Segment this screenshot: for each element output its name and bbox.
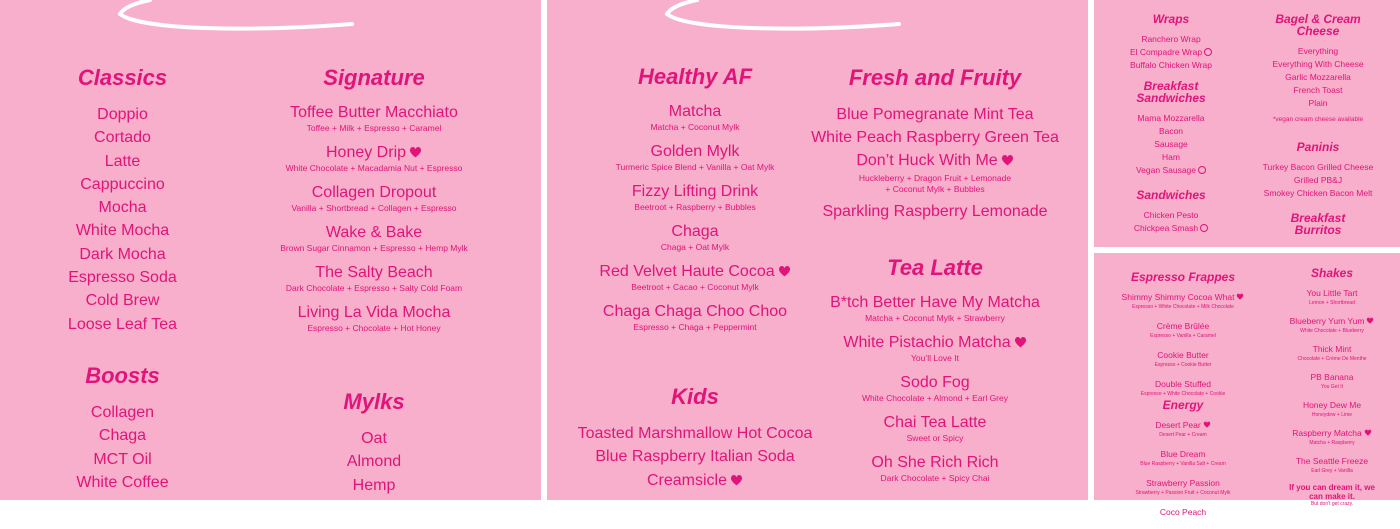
- menu-item-name: Cookie Butter: [1157, 350, 1209, 360]
- menu-item-desc: Vanilla + Shortbread + Collagen + Espresso: [291, 203, 457, 213]
- menu-item: Latte: [104, 152, 141, 170]
- menu-entry: [245, 103, 503, 133]
- menu-item-desc: Espresso + White Chocolate + Milk Chocolate: [1132, 304, 1234, 310]
- frappes-heading: Espresso Frappes: [1130, 270, 1236, 284]
- menu-entry: [245, 223, 503, 253]
- menu-item-name: Don’t Huck With Me: [799, 149, 1071, 172]
- boosts-heading: Boosts: [85, 363, 160, 388]
- menu-item: MCT Oil: [93, 450, 152, 468]
- burritos-section: [1246, 212, 1390, 236]
- tagline-small: But don't get crazy.: [1310, 501, 1354, 507]
- energy-section: [1100, 399, 1266, 529]
- menu-item-name: Shimmy Shimmy Cocoa What: [1100, 291, 1266, 304]
- menu-item-desc: White Chocolate + Blueberry: [1300, 328, 1364, 334]
- menu-entry: [799, 373, 1071, 403]
- menu-item: Oat: [361, 430, 387, 447]
- menu-item: Ranchero Wrap: [1141, 34, 1201, 44]
- menu-item-name: Thick Mint: [1312, 344, 1352, 354]
- menu-item: Collagen: [90, 404, 155, 421]
- menu-item: Bacon: [1158, 126, 1184, 136]
- menu-item-desc: Honeydew + Lime: [1311, 412, 1353, 418]
- bagel-section: [1246, 13, 1390, 124]
- tagline: If you can dream it, we: [1289, 483, 1375, 492]
- menu-item: Everything With Cheese: [1272, 59, 1364, 69]
- menu-item-desc: Matcha + Coconut Mylk + Strawberry: [865, 313, 1005, 323]
- menu-item-desc: Espresso + Chocolate + Hot Honey: [307, 323, 441, 333]
- menu-item-desc: Huckleberry + Dragon Fruit + Lemonade: [858, 173, 1012, 183]
- mylks-section: [290, 389, 458, 497]
- heart-icon: [730, 474, 743, 486]
- menu-item-name: Fizzy Lifting Drink: [631, 183, 759, 200]
- menu-item: White Coffee: [76, 473, 169, 491]
- menu-item-desc: Chaga + Oat Mylk: [660, 242, 730, 252]
- menu-item: Toasted Marshmallow Hot Cocoa: [577, 425, 813, 442]
- burritos-heading: Burritos: [1294, 223, 1342, 237]
- sandwiches-section: [1104, 189, 1238, 235]
- menu-item: Cappuccino: [80, 175, 165, 193]
- menu-item: Buffalo Chicken Wrap: [1130, 60, 1212, 70]
- menu-entry: [567, 222, 823, 252]
- menu-item-name: Chaga: [671, 223, 719, 240]
- menu-entry: [1270, 343, 1394, 362]
- menu-item-desc: You’ll Love It: [911, 353, 959, 363]
- menu-item-desc: Beetroot + Cacao + Coconut Mylk: [631, 282, 759, 292]
- menu-item: Garlic Mozzarella: [1285, 72, 1351, 82]
- menu-item-desc: You Get It: [1320, 384, 1344, 390]
- menu-item-name: White Peach Raspberry Green Tea: [811, 129, 1059, 146]
- menu-item: Chaga: [98, 427, 147, 445]
- bagel-heading: Cheese: [1296, 24, 1340, 38]
- menu-item-desc: + Coconut Mylk + Bubbles: [885, 184, 985, 194]
- menu-item-desc: Brown Sugar Cinnamon + Espresso + Hemp Mylk: [280, 243, 468, 253]
- menu-item-name: Chai Tea Latte: [883, 414, 987, 431]
- menu-entry: [799, 293, 1071, 323]
- menu-entry: [1100, 349, 1266, 368]
- menu-entry: [245, 303, 503, 333]
- energy-heading: Energy: [1162, 398, 1204, 412]
- menu-item-name: Desert Pear: [1100, 419, 1266, 432]
- menu-item-desc: Espresso + Cookie Butter: [1154, 362, 1212, 368]
- menu-item-desc: Espresso + Chaga + Peppermint: [633, 322, 757, 332]
- menu-item: Dark Mocha: [79, 245, 166, 263]
- menu-item-name: Matcha: [668, 103, 722, 120]
- menu-entry: [1100, 419, 1266, 438]
- menu-item: Chicken Pesto: [1143, 210, 1199, 220]
- menu-item-name: Raspberry Matcha: [1270, 427, 1394, 440]
- menu-item: El Compadre Wrap: [1104, 46, 1238, 59]
- breakfast-sandwiches-heading: Breakfast: [1143, 79, 1199, 93]
- menu-item: Everything: [1297, 46, 1339, 56]
- menu-item: French Toast: [1293, 85, 1343, 95]
- menu-item-desc: Matcha + Raspberry: [1309, 440, 1355, 446]
- menu-item: Loose Leaf Tea: [67, 315, 178, 333]
- kids-heading: Kids: [671, 384, 719, 409]
- menu-item: Cortado: [94, 129, 151, 147]
- menu-item-name: Blue Dream: [1160, 449, 1206, 459]
- kids-section: [557, 384, 833, 492]
- menu-entry: [1100, 477, 1266, 496]
- menu-item-name: Golden Mylk: [650, 143, 740, 160]
- menu-item-name: Coco Peach: [1159, 507, 1207, 517]
- paninis-heading: Paninis: [1296, 140, 1340, 154]
- menu-item-name: Double Stuffed: [1154, 379, 1212, 389]
- menu-entry: [1100, 291, 1266, 310]
- menu-item-desc: Strawberry + Passion Fruit + Coconut Mylk: [1135, 490, 1231, 496]
- classics-heading: Classics: [77, 65, 168, 90]
- menu-entry: [1270, 399, 1394, 418]
- menu-panel-specialty: [547, 0, 1088, 500]
- menu-item: Espresso Soda: [68, 269, 177, 287]
- menu-panel-food: [1094, 0, 1400, 247]
- menu-item-desc: Lemon + Shortbread: [1309, 300, 1355, 306]
- menu-item-desc: Dark Chocolate + Spicy Chai: [880, 473, 990, 483]
- menu-item-name: Wake & Bake: [325, 224, 423, 241]
- heart-icon: [1014, 336, 1027, 348]
- fresh-section: [799, 65, 1071, 223]
- menu-item-name: Red Velvet Haute Cocoa: [567, 262, 823, 281]
- menu-entry: [245, 183, 503, 213]
- menu-item: Plain: [1308, 98, 1328, 108]
- paninis-section: [1246, 141, 1390, 200]
- swirl-decoration: [547, 0, 1088, 40]
- menu-item-name: B*tch Better Have My Matcha: [830, 294, 1040, 311]
- menu-entry: [567, 182, 823, 212]
- menu-entry: [1270, 455, 1394, 474]
- menu-item-name: Toffee Butter Macchiato: [290, 104, 458, 121]
- menu-item-name: The Salty Beach: [315, 264, 433, 281]
- menu-item: Vegan Sausage: [1104, 164, 1238, 177]
- menu-item: Chickpea Smash: [1104, 222, 1238, 235]
- menu-item-name: The Seattle Freeze: [1295, 456, 1369, 466]
- signature-section: [245, 65, 503, 343]
- fresh-heading: Fresh and Fruity: [848, 65, 1022, 90]
- menu-item-name: White Pistachio Matcha: [799, 333, 1071, 352]
- shakes-heading: Shakes: [1310, 266, 1354, 280]
- menu-entry: [245, 263, 503, 293]
- menu-item-name: Blueberry Yum Yum: [1270, 315, 1394, 328]
- heart-icon: [409, 146, 422, 158]
- menu-item-name: Living La Vida Mocha: [297, 304, 451, 321]
- heart-icon: [1366, 317, 1374, 324]
- menu-item-desc: Desert Pear + Cream: [1159, 432, 1207, 438]
- menu-item-desc: White Chocolate + Almond + Earl Grey: [862, 393, 1008, 403]
- menu-entry: [245, 143, 503, 173]
- breakfast-sandwiches-section: [1104, 80, 1238, 177]
- vegan-icon: [1204, 48, 1212, 56]
- heart-icon: [1364, 429, 1372, 436]
- menu-entry: [1100, 448, 1266, 467]
- menu-item: Cold Brew: [85, 292, 160, 310]
- menu-entry: [1100, 506, 1266, 519]
- tea-latte-section: [799, 255, 1071, 493]
- menu-item: Mocha: [98, 199, 147, 217]
- menu-item: Mama Mozzarella: [1137, 113, 1205, 123]
- heart-icon: [1001, 154, 1014, 166]
- menu-item-name: Crème Brûlée: [1156, 321, 1210, 331]
- menu-item-desc: Sweet or Spicy: [906, 433, 964, 443]
- burritos-heading: Breakfast: [1290, 211, 1346, 225]
- menu-entry: [799, 413, 1071, 443]
- menu-item: Grilled PB&J: [1293, 175, 1343, 185]
- menu-item-desc: Turmeric Spice Blend + Vanilla + Oat Mylk: [615, 162, 775, 172]
- menu-item: Blue Raspberry Italian Soda: [595, 448, 795, 466]
- menu-item-desc: Dark Chocolate + Espresso + Salty Cold Foam: [285, 283, 463, 293]
- menu-item: Ham: [1162, 152, 1180, 162]
- menu-entry: [1270, 371, 1394, 390]
- frappes-section: [1100, 271, 1266, 407]
- menu-item-name: Oh She Rich Rich: [871, 454, 999, 471]
- mylks-heading: Mylks: [343, 389, 405, 414]
- menu-item: Turkey Bacon Grilled Cheese: [1262, 162, 1374, 172]
- menu-item: Smokey Chicken Bacon Melt: [1263, 188, 1373, 198]
- menu-entry: [1100, 378, 1266, 397]
- menu-item: Creamsicle: [557, 469, 833, 492]
- menu-panel-frappes: [1094, 253, 1400, 517]
- heart-icon: [1236, 293, 1244, 300]
- menu-item-desc: Blue Raspberry + Vanilla Salt + Cream: [1140, 461, 1226, 467]
- vegan-icon: [1200, 224, 1208, 232]
- menu-item-desc: Beetroot + Raspberry + Bubbles: [634, 202, 756, 212]
- menu-entry: [567, 102, 823, 132]
- vegan-icon: [1198, 166, 1206, 174]
- menu-item-desc: Espresso + Vanilla + Caramel: [1150, 333, 1216, 339]
- menu-item-desc: White Chocolate + Macadamia Nut + Espresso: [285, 163, 463, 173]
- wraps-heading: Wraps: [1152, 12, 1190, 26]
- menu-item: Hemp: [352, 476, 396, 494]
- menu-item: Doppio: [97, 106, 148, 123]
- healthy-section: [567, 64, 823, 342]
- shakes-section: [1270, 267, 1394, 508]
- breakfast-sandwiches-heading: Sandwiches: [1136, 91, 1206, 105]
- menu-item: White Mocha: [75, 222, 170, 240]
- heart-icon: [778, 265, 791, 277]
- heart-icon: [1203, 421, 1211, 428]
- menu-item-desc: Toffee + Milk + Espresso + Caramel: [306, 123, 442, 133]
- menu-item: Almond: [346, 453, 402, 471]
- menu-item-name: Honey Drip: [245, 143, 503, 162]
- healthy-heading: Healthy AF: [637, 64, 753, 89]
- menu-entry: [1270, 315, 1394, 334]
- boosts-section: [40, 363, 205, 494]
- menu-entry: [1270, 427, 1394, 446]
- menu-item-desc: Chocolate + Crème De Menthe: [1297, 356, 1367, 362]
- menu-item-name: Chaga Chaga Choo Choo: [602, 303, 788, 320]
- menu-item-name: Collagen Dropout: [311, 184, 437, 201]
- menu-entry: [567, 302, 823, 332]
- menu-item-name: Honey Dew Me: [1302, 400, 1362, 410]
- menu-entry: [799, 453, 1071, 483]
- menu-item-desc: Earl Grey + Vanilla: [1311, 468, 1353, 474]
- menu-item-desc: Espresso + White Chocolate + Cookie: [1140, 391, 1226, 397]
- sandwiches-heading: Sandwiches: [1136, 188, 1206, 202]
- swirl-decoration: [0, 0, 541, 40]
- menu-item-name: PB Banana: [1310, 372, 1354, 382]
- menu-entry: [567, 142, 823, 172]
- menu-item: Sausage: [1154, 139, 1188, 149]
- menu-entry: [1100, 320, 1266, 339]
- menu-item-name: You Little Tart: [1306, 288, 1358, 298]
- menu-item-name: Sparkling Raspberry Lemonade: [822, 203, 1048, 220]
- menu-entry: [1270, 287, 1394, 306]
- vegan-note: *vegan cream cheese available: [1272, 116, 1364, 123]
- classics-section: [40, 65, 205, 336]
- menu-entry: [567, 262, 823, 292]
- menu-entry: [799, 333, 1071, 363]
- menu-item-name: Sodo Fog: [900, 374, 970, 391]
- menu-panel-coffee: [0, 0, 541, 500]
- menu-item-name: Strawberry Passion: [1146, 478, 1220, 488]
- tagline: can make it.: [1309, 492, 1355, 501]
- tea-latte-heading: Tea Latte: [887, 255, 983, 280]
- menu-item-desc: Matcha + Coconut Mylk: [650, 122, 740, 132]
- wraps-section: [1104, 13, 1238, 72]
- signature-heading: Signature: [323, 65, 425, 90]
- menu-item-name: Blue Pomegranate Mint Tea: [836, 106, 1034, 123]
- bagel-heading: Bagel & Cream: [1275, 12, 1361, 26]
